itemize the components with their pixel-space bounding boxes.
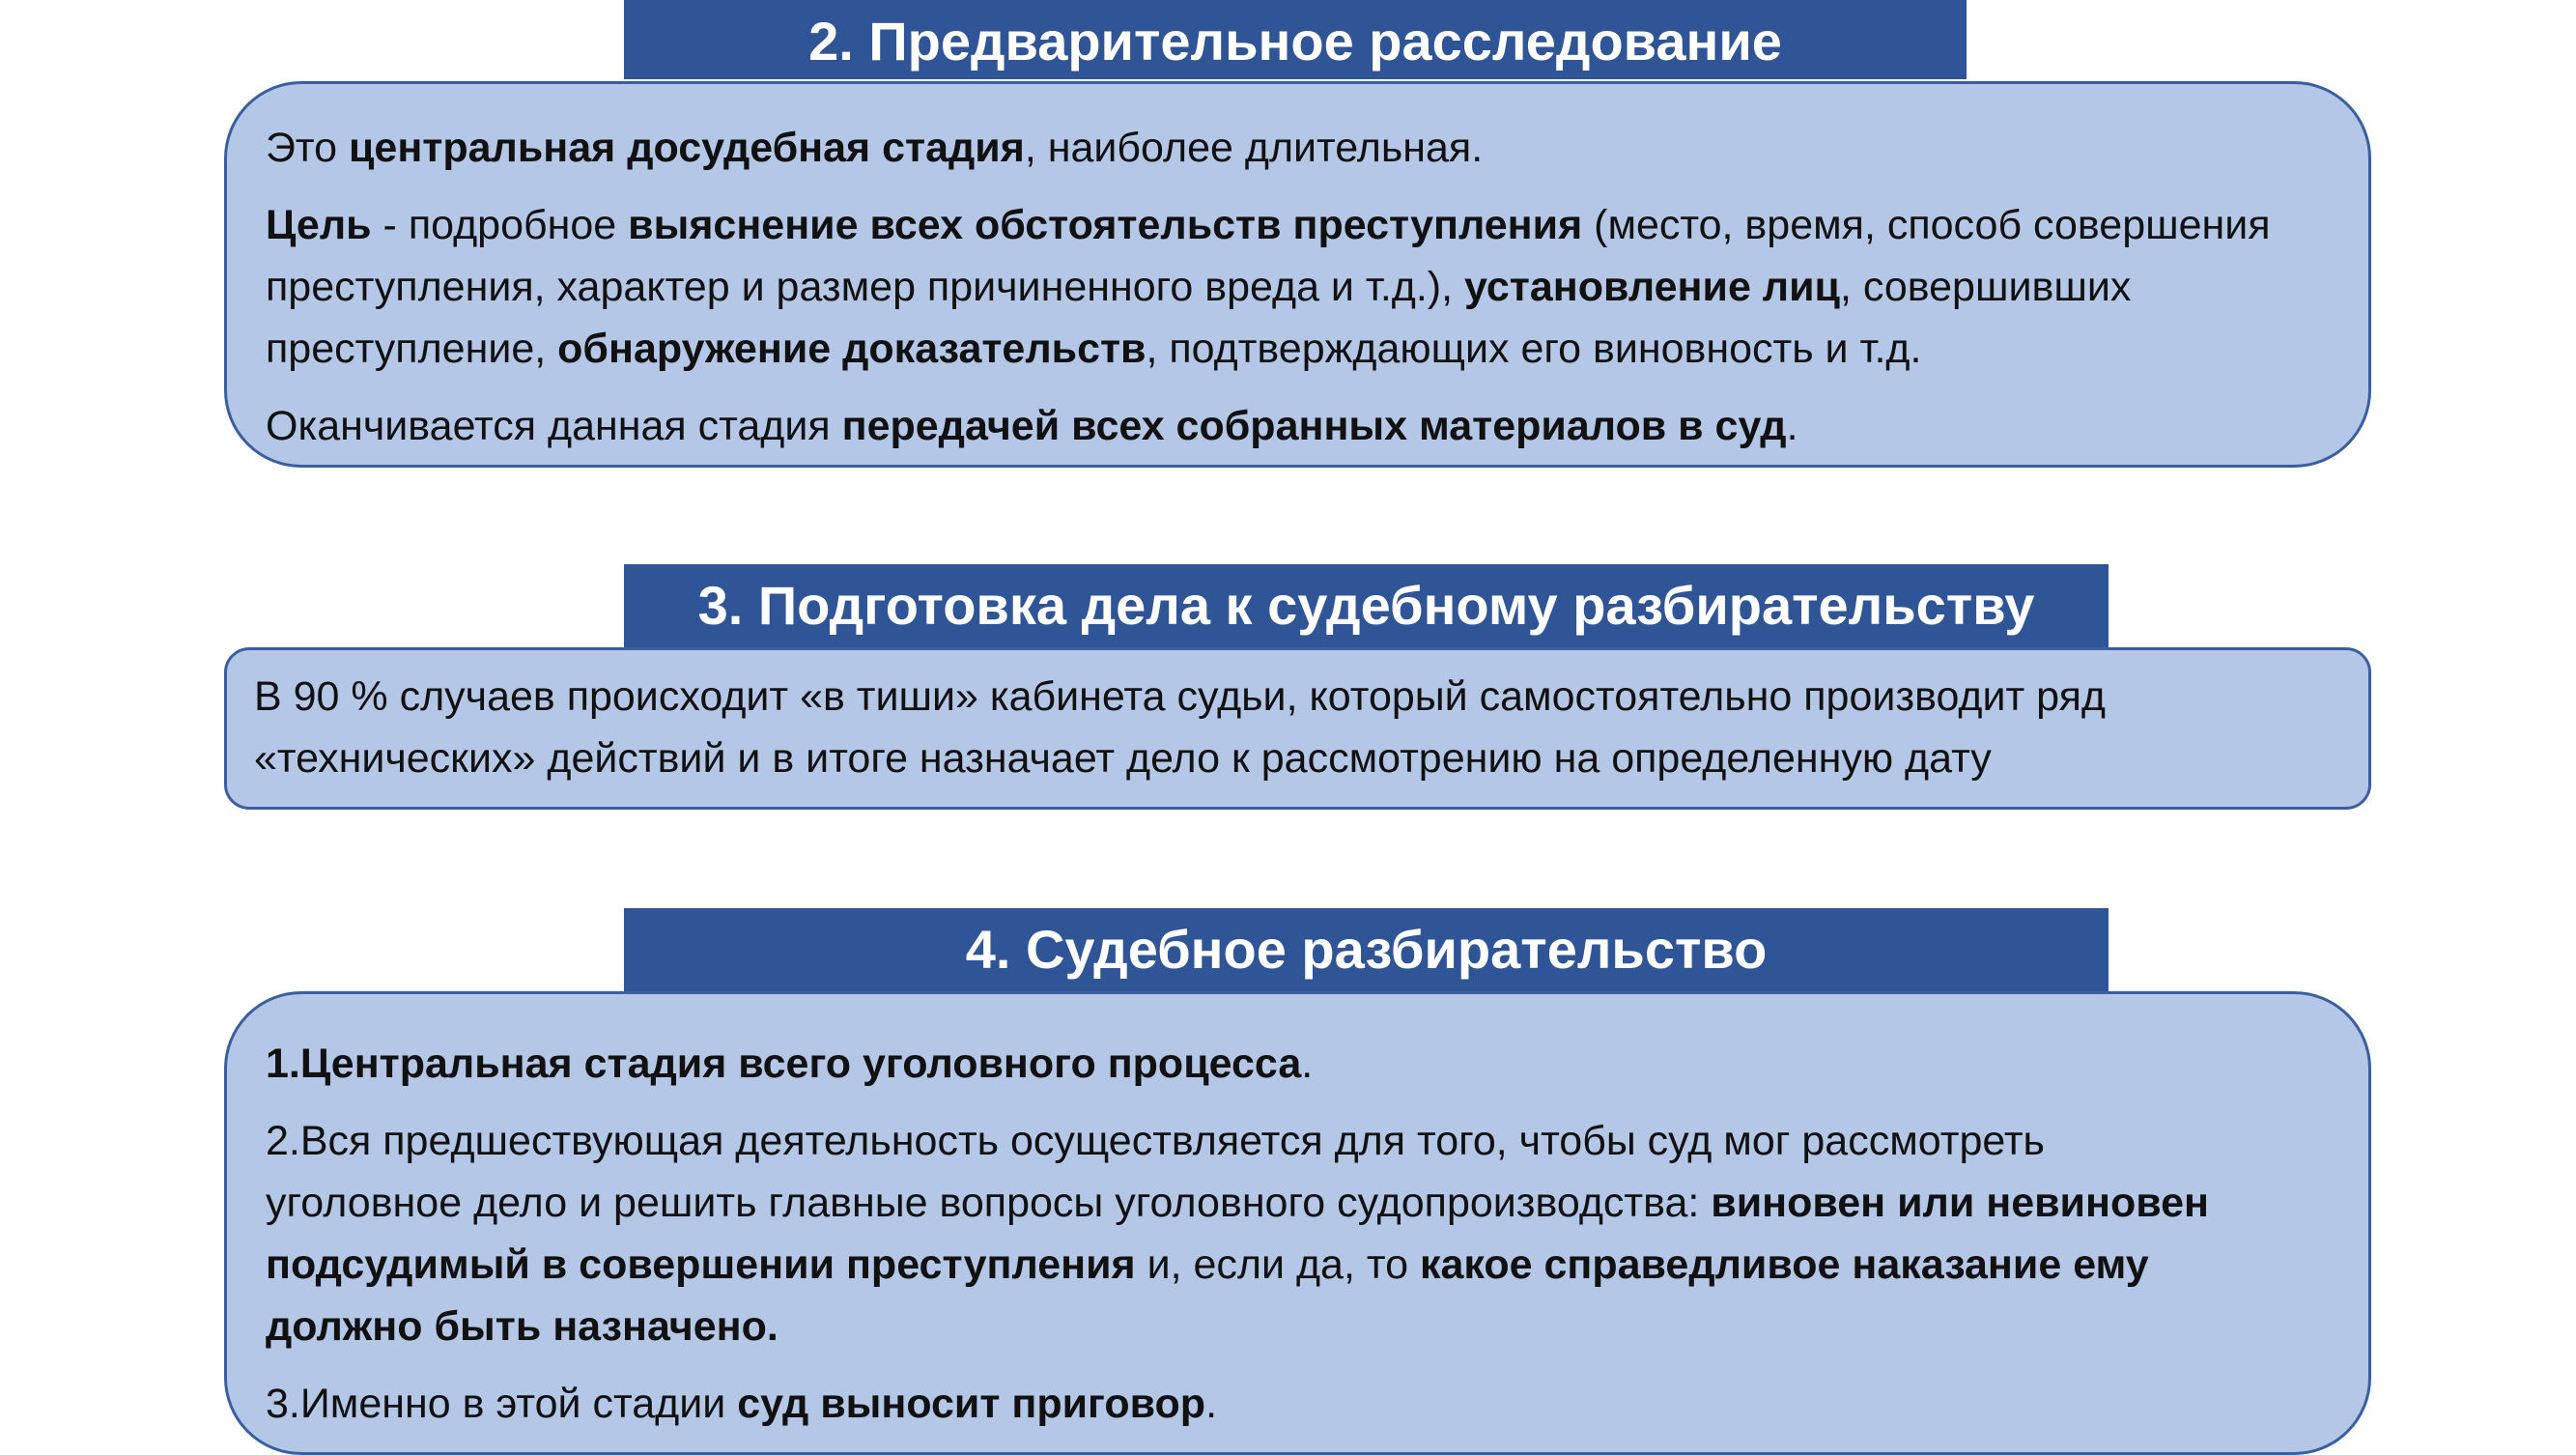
- section-2-title: 2. Предварительное расследование: [624, 0, 1967, 79]
- text-span: , подтверждающих его виновность и т.д.: [1146, 326, 1922, 372]
- text-span: 3.Именно в этой стадии: [266, 1381, 738, 1427]
- section-3-para: [254, 666, 2339, 789]
- text-span: преступления, характер и размер причиненного вреда и т.д.),: [266, 264, 1465, 310]
- section-2-para-2: [266, 194, 2339, 380]
- text-span: .: [1301, 1041, 1314, 1087]
- section-3-title: 3. Подготовка дела к судебному разбирательству: [624, 564, 2109, 647]
- section-4-para-2: [266, 1110, 2339, 1357]
- section-4-title: 4. Судебное разбирательство: [624, 908, 2109, 991]
- text-span: .: [1786, 403, 1798, 449]
- text-span: .: [1205, 1381, 1218, 1427]
- text-span: , наиболее длительная.: [1024, 125, 1484, 171]
- section-3-box: [224, 647, 2371, 810]
- text-span: (место, время, способ совершения: [1582, 202, 2271, 248]
- text-span: и, если да, то: [1135, 1241, 1420, 1288]
- section-2-para-1: [266, 117, 2339, 179]
- bold-span: виновен или невиновен: [1711, 1180, 2209, 1226]
- text-span: Оканчивается данная стадия: [266, 403, 842, 449]
- text-span: , совершивших: [1839, 264, 2132, 310]
- text-span: 2.Вся предшествующая деятельность осуществляется для того, чтобы суд мог рассмотреть: [266, 1118, 2045, 1164]
- bold-span: суд выносит приговор: [737, 1381, 1206, 1427]
- bold-span: Цель: [266, 202, 372, 248]
- bold-span: выяснение всех обстоятельств преступления: [628, 202, 1583, 248]
- text-span: Это: [266, 125, 349, 171]
- section-4-para-1: [266, 1033, 2339, 1095]
- text-span: преступление,: [266, 326, 558, 372]
- bold-span: должно быть назначено.: [266, 1303, 778, 1350]
- bold-span: обнаружение доказательств: [557, 326, 1146, 372]
- bold-span: подсудимый в совершении преступления: [266, 1241, 1136, 1288]
- text-span: уголовное дело и решить главные вопросы уголовного судопроизводства:: [266, 1180, 1712, 1226]
- text-span: «технических» действий и в итоге назначает дело к рассмотрению на определенную дату: [254, 735, 1992, 782]
- text-span: В 90 % случаев происходит «в тиши» кабинета судьи, который самостоятельно производит ряд: [254, 673, 2106, 720]
- bold-span: центральная досудебная стадия: [348, 125, 1025, 171]
- section-4-para-3: [266, 1373, 2339, 1435]
- section-4-box: [224, 991, 2371, 1455]
- text-span: - подробное: [371, 202, 629, 248]
- bold-span: передачей всех собранных материалов в суд: [841, 403, 1787, 449]
- section-2-para-3: [266, 395, 2339, 457]
- bold-span: какое справедливое наказание ему: [1419, 1241, 2149, 1288]
- section-2-box: [224, 81, 2371, 468]
- bold-span: установление лиц: [1464, 264, 1840, 310]
- bold-span: 1.Центральная стадия всего уголовного процесса: [266, 1041, 1302, 1087]
